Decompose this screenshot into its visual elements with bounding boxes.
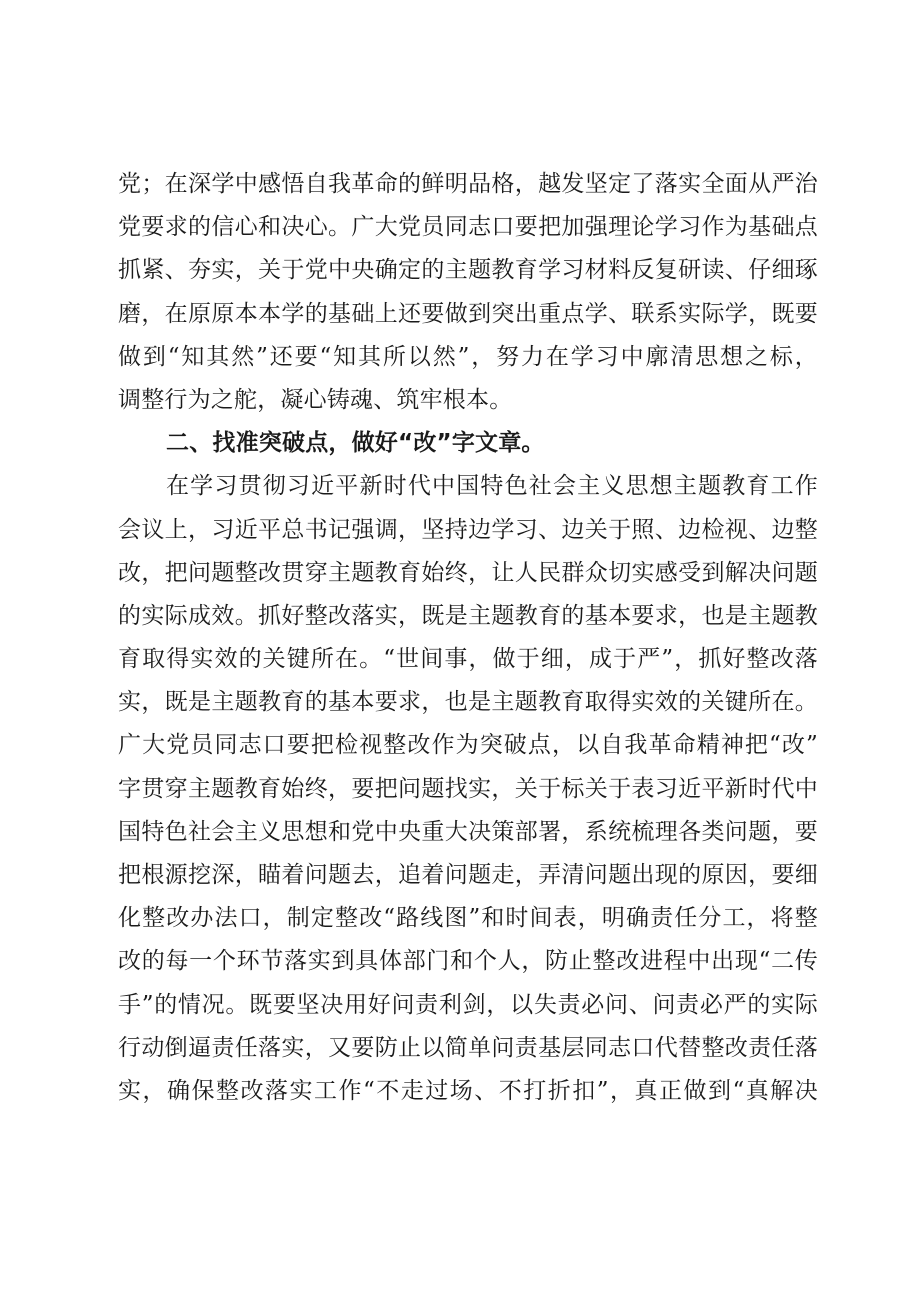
paragraph-2-line: 实，既是主题教育的基本要求，也是主题教育取得实效的关键所在。 — [118, 689, 818, 716]
paragraph-2-line: 育取得实效的关键所在。“世间事，做于细，成于严”，抓好整改落 — [118, 646, 818, 673]
paragraph-1-line: 党；在深学中感悟自我革命的鲜明品格，越发坚定了落实全面从严治 — [118, 171, 818, 197]
paragraph-2-line: 字贯穿主题教育始终，要把问题找实，关于标关于表习近平新时代中 — [118, 775, 818, 802]
paragraph-2-line: 改，把问题整改贯穿主题教育始终，让人民群众切实感受到解决问题 — [118, 559, 818, 586]
paragraph-2-line: 在学习贯彻习近平新时代中国特色社会主义思想主题教育工作 — [166, 473, 818, 500]
document-body — [118, 163, 818, 1113]
paragraph-1-line: 抓紧、夯实，关于党中央确定的主题教育学习材料反复研读、仔细琢 — [118, 257, 818, 284]
paragraph-2-line: 广大党员同志口要把检视整改作为突破点，以自我革命精神把“改” — [118, 732, 818, 759]
section-heading: 二、找准突破点，做好“改”字文章。 — [166, 430, 545, 457]
paragraph-1-line: 调整行为之舵，凝心铸魂、筑牢根本。 — [118, 386, 513, 413]
paragraph-1-line: 磨，在原原本本学的基础上还要做到突出重点学、联系实际学，既要 — [118, 300, 818, 327]
paragraph-2-line: 化整改办法口，制定整改“路线图”和时间表，明确责任分工，将整 — [118, 905, 818, 932]
paragraph-2-line: 行动倒逼责任落实，又要防止以简单问责基层同志口代替整改责任落 — [118, 1034, 818, 1061]
paragraph-2-line: 手”的情况。既要坚决用好问责利剑，以失责必问、问责必严的实际 — [118, 991, 818, 1018]
paragraph-1-line: 做到“知其然”还要“知其所以然”，努力在学习中廓清思想之标， — [118, 343, 818, 370]
paragraph-2-line: 会议上，习近平总书记强调，坚持边学习、边关于照、边检视、边整 — [118, 516, 818, 543]
paragraph-2-line: 的实际成效。抓好整改落实，既是主题教育的基本要求，也是主题教 — [118, 602, 818, 629]
paragraph-2-line: 国特色社会主义思想和党中央重大决策部署，系统梳理各类问题，要 — [118, 818, 818, 845]
paragraph-2-line: 实，确保整改落实工作“不走过场、不打折扣”，真正做到“真解决 — [118, 1077, 818, 1104]
paragraph-1-line: 党要求的信心和决心。广大党员同志口要把加强理论学习作为基础点 — [118, 214, 818, 241]
paragraph-2-line: 改的每一个环节落实到具体部门和个人，防止整改进程中出现“二传 — [118, 948, 818, 975]
paragraph-2-line: 把根源挖深，瞄着问题去，追着问题走，弄清问题出现的原因，要细 — [118, 862, 818, 888]
